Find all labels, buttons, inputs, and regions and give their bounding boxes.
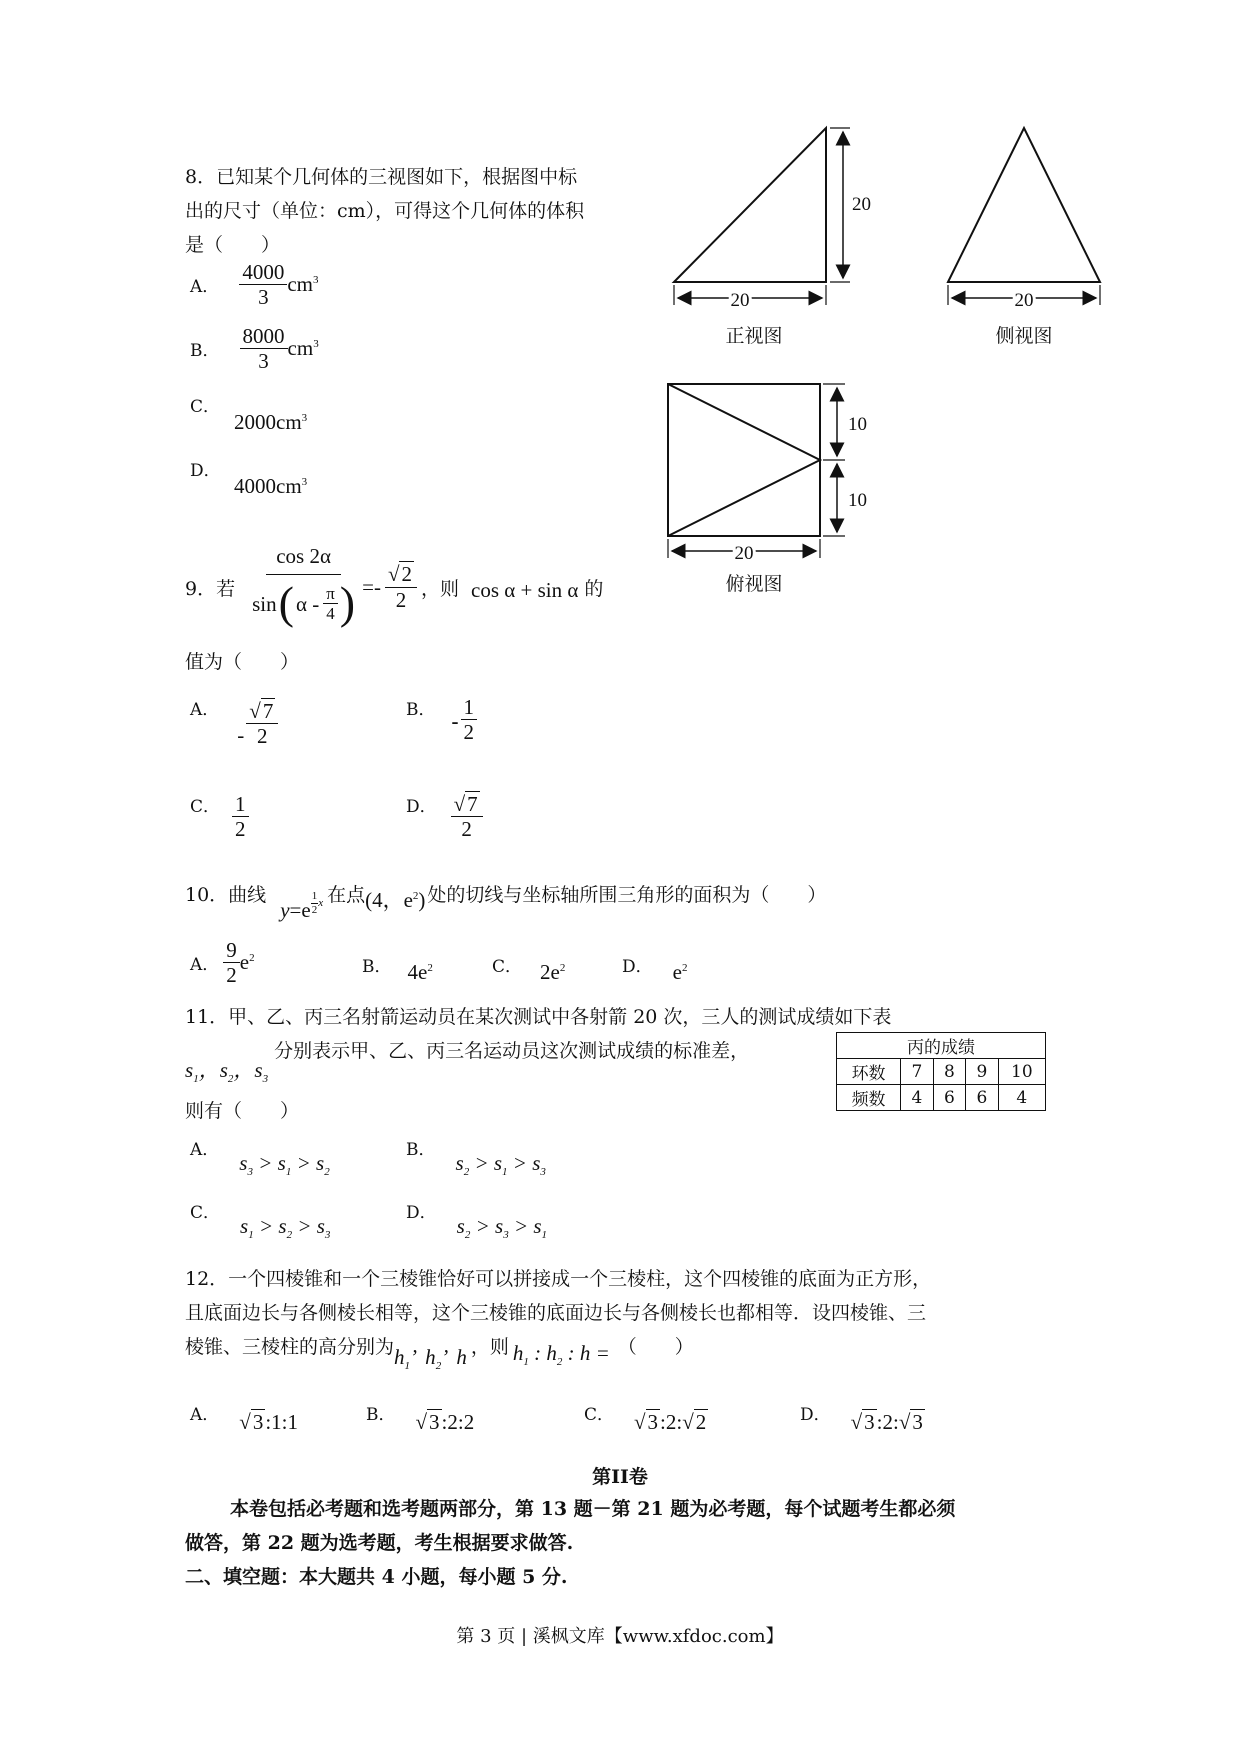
q12-option-d: D． √3:2:√3 (800, 1400, 925, 1435)
q12-line1: 12．一个四棱锥和一个三棱锥恰好可以拼接成一个三棱柱，这个四棱锥的底面为正方形， (185, 1268, 932, 1290)
q11-line3: 则有（ ） (185, 1100, 300, 1122)
table-cell: 6 (966, 1085, 999, 1111)
q9-lhs-fraction (249, 544, 358, 630)
option-label: D． (406, 1203, 437, 1223)
part2-para2: 做答，第 22 题为选考题，考生根据要求做答. (185, 1532, 574, 1554)
unit: $cm^3$ (287, 272, 319, 297)
q9-expression: cos α + sin α (471, 577, 579, 602)
q10-curve: y=e $\frac{1}{2}$ x (280, 890, 324, 922)
table-title: 丙的成绩 (837, 1033, 1046, 1059)
q8-line3: 是（ ） (185, 234, 281, 256)
q10-option-b: B． $4e^2$ (362, 952, 433, 985)
fraction: $\frac{√7}{2}$ (246, 699, 278, 748)
q9-equals: =- (362, 574, 381, 599)
option-label: B． (406, 700, 436, 720)
table-cell: 7 (901, 1059, 934, 1085)
table-cell: 4 (901, 1085, 934, 1111)
q8-option-a (190, 260, 318, 309)
q12-option-c: C． √3:2:√2 (584, 1400, 708, 1435)
option-label: A． (190, 955, 220, 976)
numerator: 8000 (240, 324, 288, 349)
q8-option-c-value: $2000cm^3$ (234, 410, 308, 434)
top-width-value: 20 (734, 543, 754, 564)
front-width-value: 20 (730, 290, 750, 311)
fraction (240, 324, 288, 373)
q12-line3: 棱锥、三棱柱的高分别为 $h_1$’ $h_2$’ h ，则 $h_1$ : $h_2$ : h = （ ） (185, 1336, 694, 1373)
option-label: B． (366, 1405, 396, 1425)
part2-title: 第II卷 (592, 1466, 648, 1488)
denominator: 3 (258, 349, 269, 374)
q9-option-c (190, 792, 249, 841)
option-label: B． (406, 1140, 436, 1160)
q8-option-b (190, 324, 319, 373)
top-view-triangle (668, 384, 820, 536)
option-label: B． (362, 957, 392, 977)
option-label: A． (190, 1405, 220, 1425)
table-cell: 8 (933, 1059, 966, 1085)
fraction: $\frac{1}{2}$ (232, 792, 249, 841)
q11-s-list: $s_1$，$s_2$，$s_3$ (185, 1058, 269, 1086)
side-view-shape (948, 128, 1100, 282)
q8-line1: 8．已知某个几何体的三视图如下，根据图中标 (185, 166, 578, 188)
top-half2-value: 10 (848, 490, 867, 511)
page-footer: 第 3 页 | 溪枫文库【www.xfdoc.com】 (456, 1626, 784, 1647)
fraction: $\frac{√7}{2}$ (451, 792, 483, 841)
numerator: √2 (385, 562, 417, 587)
top-view-caption: 俯视图 (725, 573, 783, 595)
table-cell: 4 (998, 1085, 1045, 1111)
denominator: 3 (258, 285, 269, 310)
q12-option-a: A． √3:1:1 (190, 1400, 298, 1435)
option-label: C． (584, 1405, 615, 1425)
table-row (837, 1059, 1046, 1085)
q11-option-b: B． $s_2 > s_1 > s_3$ (406, 1135, 546, 1178)
q12-line2: 且底面边长与各侧棱长相等，这个三棱锥的底面边长与各侧棱长也都相等．设四棱锥、三 (185, 1302, 927, 1324)
q9-option-d (406, 792, 483, 841)
option-label: D． (622, 957, 653, 977)
option-label: A． (190, 277, 220, 298)
fraction: $\frac{9}{2}$ (223, 938, 240, 987)
q9-statement (185, 532, 603, 642)
three-view-figure (640, 110, 1120, 600)
fraction (239, 260, 287, 309)
q11-line2: $s_1$，$s_2$，$s_3$ 分别表示甲、乙、丙三名运动员这次测试成绩的标准差， (185, 1040, 750, 1086)
part2-para1: 本卷包括必考题和选考题两部分，第 13 题－第 21 题为必考题，每个试题考生都必须 (230, 1498, 956, 1520)
table-cell: 环数 (837, 1059, 901, 1085)
q9-mid: ，则 (420, 577, 459, 600)
option-label: B． (190, 341, 220, 362)
front-view-caption: 正视图 (725, 325, 783, 347)
q10-prefix: 10．曲线 (185, 884, 267, 906)
option-label: D． (800, 1405, 831, 1425)
table-cell: 频数 (837, 1085, 901, 1111)
table-row (837, 1085, 1046, 1111)
q8-option-d-label: D． (190, 461, 221, 481)
q12-option-b: B． √3:2:2 (366, 1400, 474, 1435)
side-width-value: 20 (1014, 290, 1034, 311)
q10-mid: 在点 (327, 884, 366, 906)
q9-suffix: 的 (584, 577, 604, 600)
q8-option-d-value: $4000cm^3$ (234, 474, 308, 498)
q9-option-b (406, 695, 477, 744)
numerator: 4000 (239, 260, 287, 285)
numerator: cos 2α (266, 544, 341, 575)
q10-option-a: A． $\frac{9}{2}$ $e^2$ (190, 938, 255, 988)
option-label: C． (190, 797, 221, 817)
q10-suffix: 处的切线与坐标轴所围三角形的面积为（ ） (427, 884, 827, 906)
q8-option-c-label: C． (190, 397, 221, 417)
sign: - (237, 723, 245, 747)
denominator: 2 (395, 587, 407, 612)
sign: - (451, 709, 459, 733)
q11-option-d: D． $s_2 > s_3 > s_1$ (406, 1198, 547, 1241)
q10-point: (4，$e^2$) (365, 888, 426, 912)
q11-option-a: A． $s_3 > s_1 > s_2$ (190, 1135, 330, 1178)
q10-option-d: D． $e^2$ (622, 952, 687, 985)
front-view-shape (674, 128, 826, 282)
q10-option-c: C． $2e^2$ (492, 952, 565, 985)
q8-line2: 出的尺寸（单位：cm），可得这个几何体的体积 (185, 200, 585, 222)
table-cell: 6 (933, 1085, 966, 1111)
q9-prefix: 9．若 (185, 577, 236, 600)
option-label: A． (190, 700, 220, 720)
section-heading: 二、填空题：本大题共 4 小题，每小题 5 分. (185, 1566, 568, 1588)
unit: $cm^3$ (287, 336, 319, 361)
top-half1-value: 10 (848, 414, 867, 435)
front-height-value: 20 (852, 194, 871, 215)
option-label: D． (406, 797, 437, 817)
q11-score-table (836, 1032, 1046, 1111)
table-cell: 10 (998, 1059, 1045, 1085)
option-label: C． (190, 1203, 221, 1223)
option-label: A． (190, 1140, 220, 1160)
q11-line1: 11．甲、乙、丙三名射箭运动员在某次测试中各射箭 20 次，三人的测试成绩如下表 (185, 1006, 892, 1028)
option-label: C． (492, 957, 523, 977)
q11-option-c: C． $s_1 > s_2 > s_3$ (190, 1198, 330, 1241)
top-view-square (668, 384, 820, 536)
q9-option-a (190, 695, 278, 748)
q10-statement (185, 880, 826, 934)
fraction: $\frac{1}{2}$ (461, 695, 478, 744)
table-cell: 9 (966, 1059, 999, 1085)
side-view-caption: 侧视图 (995, 325, 1053, 347)
q9-rhs-fraction (385, 562, 417, 611)
q9-line2: 值为（ ） (185, 651, 300, 673)
denominator: sin ( α - $\frac{\pi}{4}$ ) (252, 577, 356, 629)
